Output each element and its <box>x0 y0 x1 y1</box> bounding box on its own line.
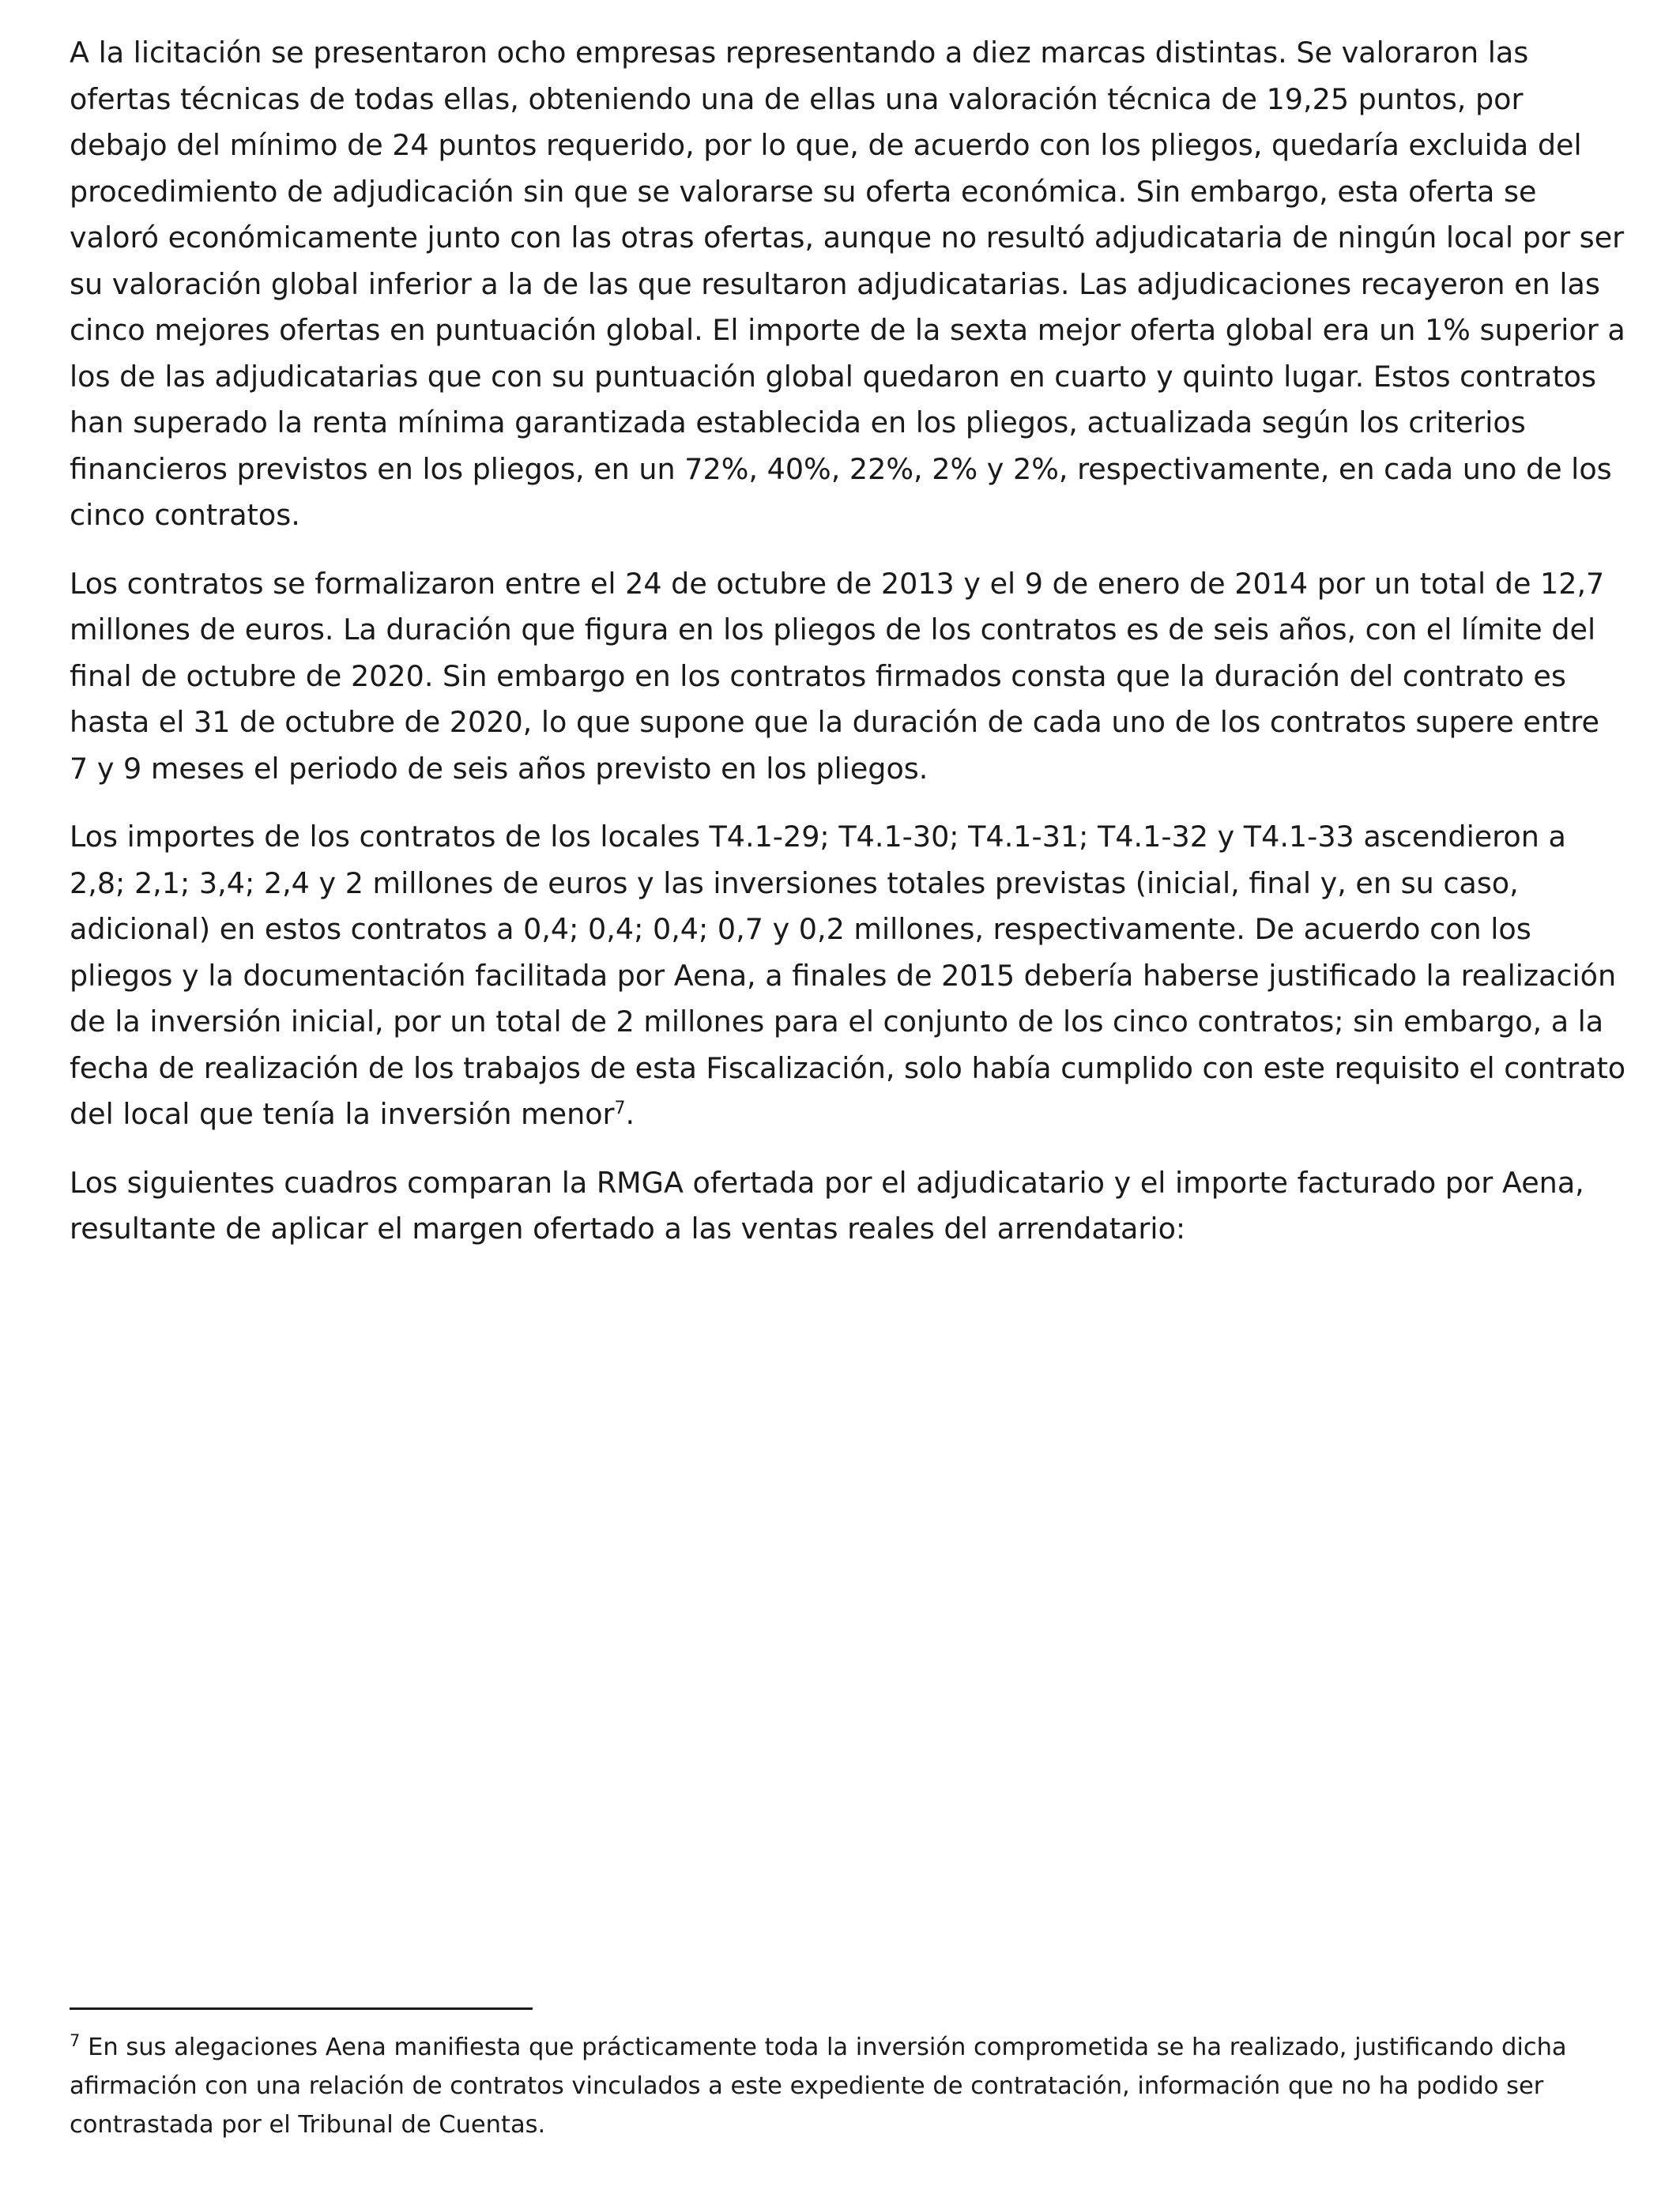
document-body <box>70 30 1626 1275</box>
footnote-separator <box>70 2007 533 2010</box>
paragraph-cuadros <box>70 1160 1626 1253</box>
paragraph-licitacion <box>70 30 1626 539</box>
footnote-reference: 7 <box>614 1098 626 1118</box>
paragraph-importes <box>70 814 1626 1138</box>
footnote <box>70 2028 1618 2144</box>
paragraph-importes-tail: . <box>625 1097 635 1131</box>
footnote-marker: 7 <box>70 2030 81 2050</box>
paragraph-formalizacion <box>70 561 1626 793</box>
footnote-text: En sus alegaciones Aena manifiesta que prácticamente toda la inversión comprometida se ha realizado, justificando dicha afirmación con una relación de contratos vinculados a este expediente de contratación, información que no ha podido ser contrastada por el Tribunal de Cuentas. <box>70 2034 1567 2139</box>
paragraph-cuadros-text: Los siguientes cuadros comparan la RMGA ofertada por el adjudicatario y el importe facturado por Aena, resultante de aplicar el margen ofertado a las ventas reales del arrendatario: <box>70 1165 1584 1246</box>
paragraph-importes-text: Los importes de los contratos de los locales T4.1-29; T4.1-30; T4.1-31; T4.1-32 y T4.1-33 ascendieron a 2,8; 2,1; 3,4; 2,4 y 2 millones de euros y las inversiones totales previstas (inicial, final y, en su caso, adicional) en estos contratos a 0,4; 0,4; 0,4; 0,7 y 0,2 millones, respectivamente. De acuerdo con los pliegos y la documentación facilitada por Aena, a finales de 2015 debería haberse justificado la realización de la inversión inicial, por un total de 2 millones para el conjunto de los cinco contratos; sin embargo, a la fecha de realización de los trabajos de esta Fiscalización, solo había cumplido con este requisito el contrato del local que tenía la inversión menor <box>70 820 1626 1131</box>
paragraph-formalizacion-text: Los contratos se formalizaron entre el 24 de octubre de 2013 y el 9 de enero de 2014 por un total de 12,7 millones de euros. La duración que figura en los pliegos de los contratos es de seis años, con el límite del final de octubre de 2020. Sin embargo en los contratos firmados consta que la duración del contrato es hasta el 31 de octubre de 2020, lo que supone que la duración de cada uno de los contratos supere entre 7 y 9 meses el periodo de seis años previsto en los pliegos. <box>70 566 1605 786</box>
paragraph-licitacion-text: A la licitación se presentaron ocho empresas representando a diez marcas distintas. Se valoraron las ofertas técnicas de todas ellas, obteniendo una de ellas una valoración técnica de 19,25 puntos, por debajo del mínimo de 24 puntos requerido, por lo que, de acuerdo con los pliegos, quedaría excluida del procedimiento de adjudicación sin que se valorarse su oferta económica. Sin embargo, esta oferta se valoró económicamente junto con las otras ofertas, aunque no resultó adjudicataria de ningún local por ser su valoración global inferior a la de las que resultaron adjudicatarias. Las adjudicaciones recayeron en las cinco mejores ofertas en puntuación global. El importe de la sexta mejor oferta global era un 1% superior a los de las adjudicatarias que con su puntuación global quedaron en cuarto y quinto lugar. Estos contratos han superado la renta mínima garantizada establecida en los pliegos, actualizada según los criterios financieros previstos en los pliegos, en un 72%, 40%, 22%, 2% y 2%, respectivamente, en cada uno de los cinco contratos. <box>70 36 1625 532</box>
